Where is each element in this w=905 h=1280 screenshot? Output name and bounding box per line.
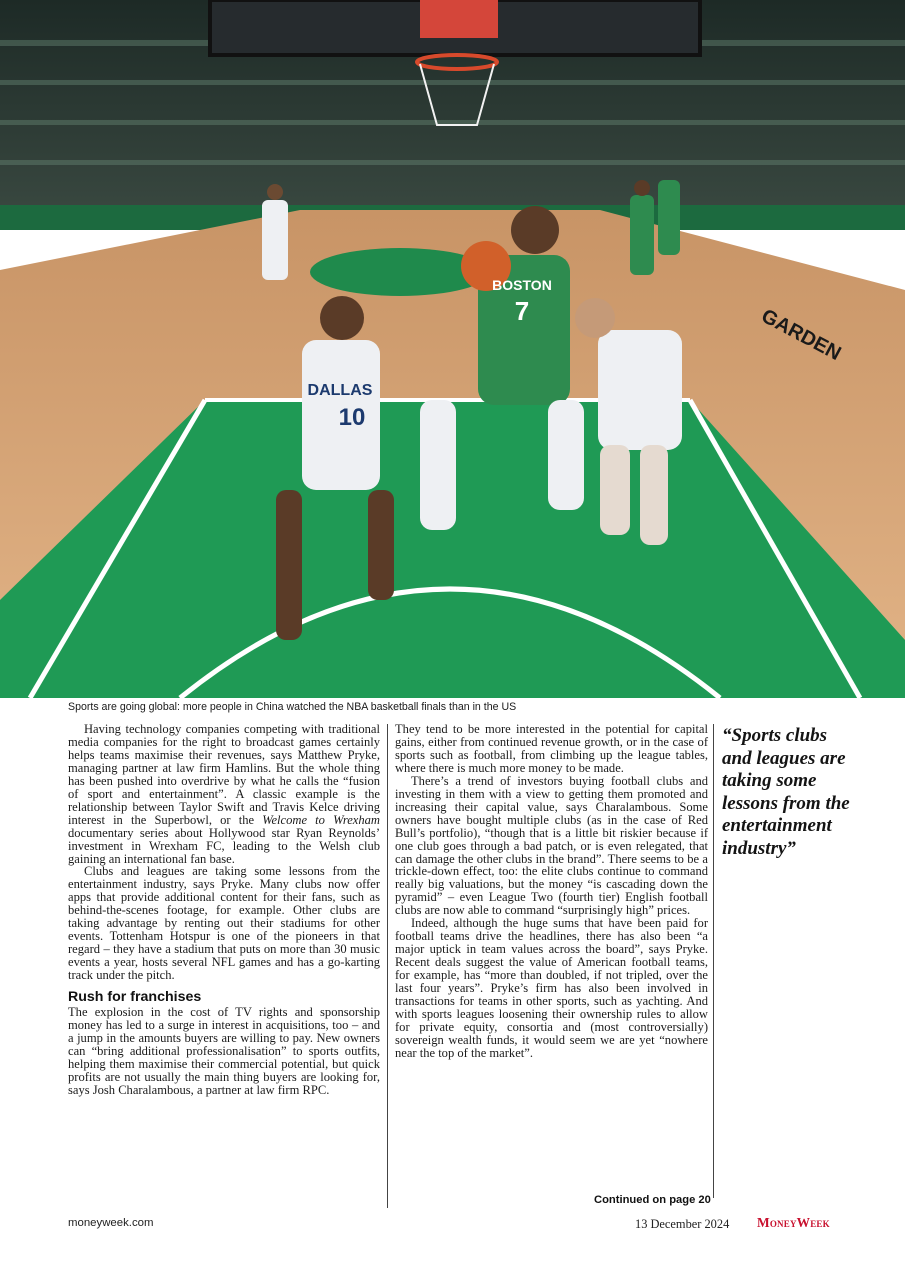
paragraph: The explosion in the cost of TV rights and sponsorship money has led to a surge in interest in acquisitions, too – and a jump in the amounts buyers are willing to pay. New owners can “bring additional professionalisation” to sports outfits, helping them maximise their commercial potential, but quick profits are not usually the main thing buyers are looking for, says Josh Charalambous, a partner at law firm RPC.: [68, 1005, 380, 1097]
jersey-team-boston: BOSTON: [492, 277, 552, 293]
court-text: GARDEN: [757, 304, 845, 366]
footer-date: 13 December 2024: [635, 1217, 730, 1231]
paragraph: [68, 723, 380, 865]
jersey-number-7: 7: [514, 296, 530, 326]
backboard-logo: [420, 0, 498, 38]
section-heading: Rush for franchises: [68, 989, 202, 1006]
italic-title: Welcome to Wrexham: [262, 812, 380, 827]
jersey-team-dallas: DALLAS: [307, 382, 373, 399]
paragraph: They tend to be more interested in the potential for capital gains, either from continued revenue growth, or in the case of sports such as football, from climbing up the league tables, where there is much more money to be made.: [395, 722, 708, 775]
paragraph: There’s a trend of investors buying football clubs and investing in them with a view to getting them promoted and increasing their capital value, says Charalambous. Some owners have bought multiple clubs (as in the case of Red Bull’s portfolio), “though that is a little bit riskier because if one club goes through a bad patch, or is even relegated, that can damage the other clubs in the brand”. There seems to be a trickle-down effect, too: the elite clubs continue to command really big valuations, but the money “is cascading down the pyramid” – even League Two (fourth tier) English football clubs are now able to command “surprisingly high” prices.: [395, 773, 708, 918]
article-column-1: [68, 723, 380, 1097]
text-run: documentary series about Hollywood star Ryan Reynolds’ investment in Wrexham FC, leading to the Welsh club gaining an international fan base.: [68, 825, 380, 866]
jersey-number-10: 10: [338, 404, 366, 431]
paragraph: Clubs and leagues are taking some lessons from the entertainment industry, says Pryke. Many clubs now offer apps that provide additional content for their fans, such as behind-the-scenes footage, for example. Other clubs are taking advantage by renting out their stadiums for other events. Tottenham Hotspur is one of the pioneers in that regard – they have a stadium that puts on more than 30 music events a year, hosts several NFL games and has a go-karting track under the pitch.: [68, 864, 380, 983]
column-divider: [387, 724, 388, 1208]
article-column-2: [395, 723, 708, 1060]
photo-caption: Sports are going global: more people in China watched the NBA basketball finals than in the US: [68, 701, 517, 713]
continued-link[interactable]: Continued on page 20: [594, 1194, 711, 1206]
brand-logo: MoneyWeek: [757, 1215, 830, 1230]
footer-website[interactable]: moneyweek.com: [68, 1217, 154, 1229]
text-run: Having technology companies competing with traditional media companies for the right to broadcast games certainly helps teams maximise their revenues, says Matthew Pryke, managing partner at law firm Hamlins. But the whole thing has been pushed into overdrive by what he calls the “fusion of sport and entertainment”. A classic example is the relationship between Taylor Swift and Travis Kelce driving interest in the Superbowl, or the: [68, 722, 380, 827]
paragraph: Indeed, although the huge sums that have been paid for football teams drive the headlines, there has also been “a major uptick in team values across the board”, says Pryke. Recent deals suggest the value of American football teams, for example, has “more than doubled, if not tripled, over the last four years”. Pryke’s firm has also been involved in transactions for teams in other sports, such as yachting. And with sports leagues loosening their ownership rules to allow for private equity, consortia and (most controversially) sovereign wealth funds, it would seem we are yet “nowhere near the top of the market”.: [395, 916, 708, 1060]
pull-quote: “Sports clubs and leagues are taking some lessons from the entertainment industry”: [722, 725, 850, 859]
column-divider: [713, 724, 714, 1198]
